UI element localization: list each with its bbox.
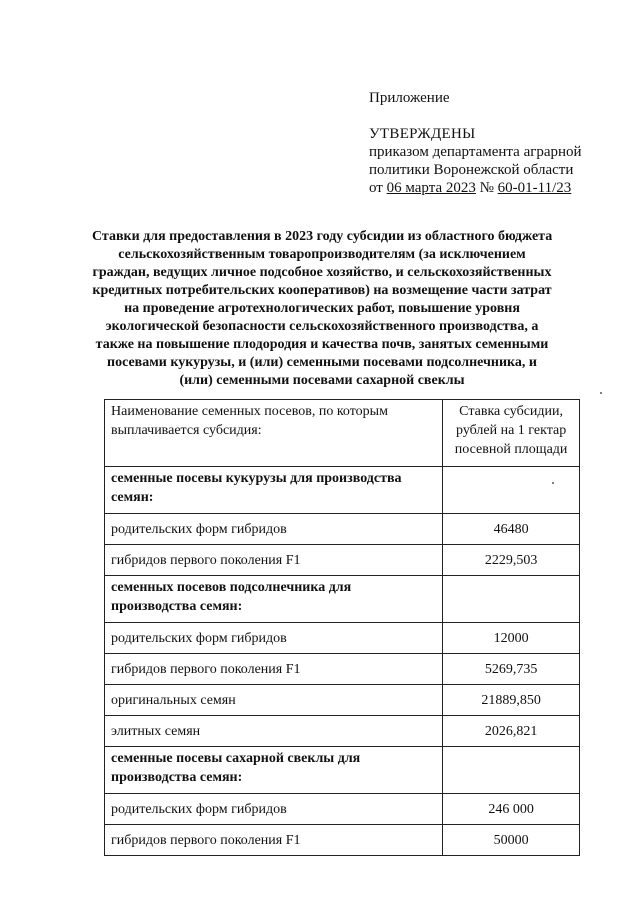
row-name-cell: родительских форм гибридов	[105, 623, 443, 654]
table-group-row	[105, 467, 580, 514]
row-name-cell: родительских форм гибридов	[105, 514, 443, 545]
table-row	[105, 825, 580, 856]
table-row	[105, 623, 580, 654]
table-row	[105, 514, 580, 545]
appendix-label: Приложение	[369, 90, 450, 106]
group-name-cell: семенных посевов подсолнечника для производства семян:	[105, 576, 443, 623]
row-rate-cell: 12000	[443, 623, 580, 654]
row-rate-cell: 46480	[443, 514, 580, 545]
row-rate-cell: 21889,850	[443, 685, 580, 716]
row-rate-cell: 246 000	[443, 794, 580, 825]
title-line: экологической безопасности сельскохозяйственного производства, а	[105, 319, 539, 334]
title-line: на проведение агротехнологических работ, повышение уровня	[124, 301, 520, 316]
title-line: кредитных потребительских кооперативов) на возмещение части затрат	[92, 283, 552, 298]
title-line: сельскохозяйственным товаропроизводителям (за исключением	[118, 247, 526, 262]
row-name-cell: гибридов первого поколения F1	[105, 654, 443, 685]
order-line-1: приказом департамента аграрной	[369, 144, 582, 160]
table-group-row	[105, 576, 580, 623]
document-title	[92, 228, 552, 390]
scan-speck	[552, 482, 554, 484]
group-name-cell: семенные посевы сахарной свеклы для производства семян:	[105, 747, 443, 794]
header-rate-cell: Ставка субсидии, рублей на 1 гектар посевной площади	[443, 400, 580, 467]
group-rate-cell	[443, 576, 580, 623]
order-line-2: политики Воронежской области	[369, 162, 574, 178]
subsidy-rates-table	[104, 399, 580, 856]
scan-speck	[600, 392, 602, 394]
header-name-cell: Наименование семенных посевов, по которым выплачивается субсидия:	[105, 400, 443, 467]
table-row	[105, 685, 580, 716]
title-line: также на повышение плодородия и качества почв, занятых семенными	[95, 337, 549, 352]
row-name-cell: оригинальных семян	[105, 685, 443, 716]
order-date: 06 марта 2023	[386, 180, 476, 196]
row-rate-cell: 2026,821	[443, 716, 580, 747]
group-rate-cell	[443, 467, 580, 514]
table-group-row	[105, 747, 580, 794]
order-prefix: от	[369, 180, 387, 196]
title-line: (или) семенными посевами сахарной свеклы	[179, 373, 465, 388]
title-line: посевами кукурузы, и (или) семенными посевами подсолнечника, и	[107, 355, 537, 370]
title-line: Ставки для предоставления в 2023 году субсидии из областного бюджета	[92, 229, 553, 244]
row-name-cell: гибридов первого поколения F1	[105, 825, 443, 856]
order-line-3	[369, 179, 571, 198]
row-rate-cell: 50000	[443, 825, 580, 856]
group-rate-cell	[443, 747, 580, 794]
row-name-cell: гибридов первого поколения F1	[105, 545, 443, 576]
table-row	[105, 654, 580, 685]
approved-label: УТВЕРЖДЕНЫ	[369, 126, 476, 142]
row-name-cell: элитных семян	[105, 716, 443, 747]
title-line: граждан, ведущих личное подсобное хозяйство, и сельскохозяйственных	[92, 265, 552, 280]
table-row	[105, 545, 580, 576]
table-header-row	[105, 400, 580, 467]
row-name-cell: родительских форм гибридов	[105, 794, 443, 825]
row-rate-cell: 2229,503	[443, 545, 580, 576]
table-row	[105, 716, 580, 747]
row-rate-cell: 5269,735	[443, 654, 580, 685]
order-number-prefix: №	[475, 180, 498, 196]
order-number: 60-01-11/23	[497, 180, 572, 196]
table-row	[105, 794, 580, 825]
group-name-cell: семенные посевы кукурузы для производства семян:	[105, 467, 443, 514]
